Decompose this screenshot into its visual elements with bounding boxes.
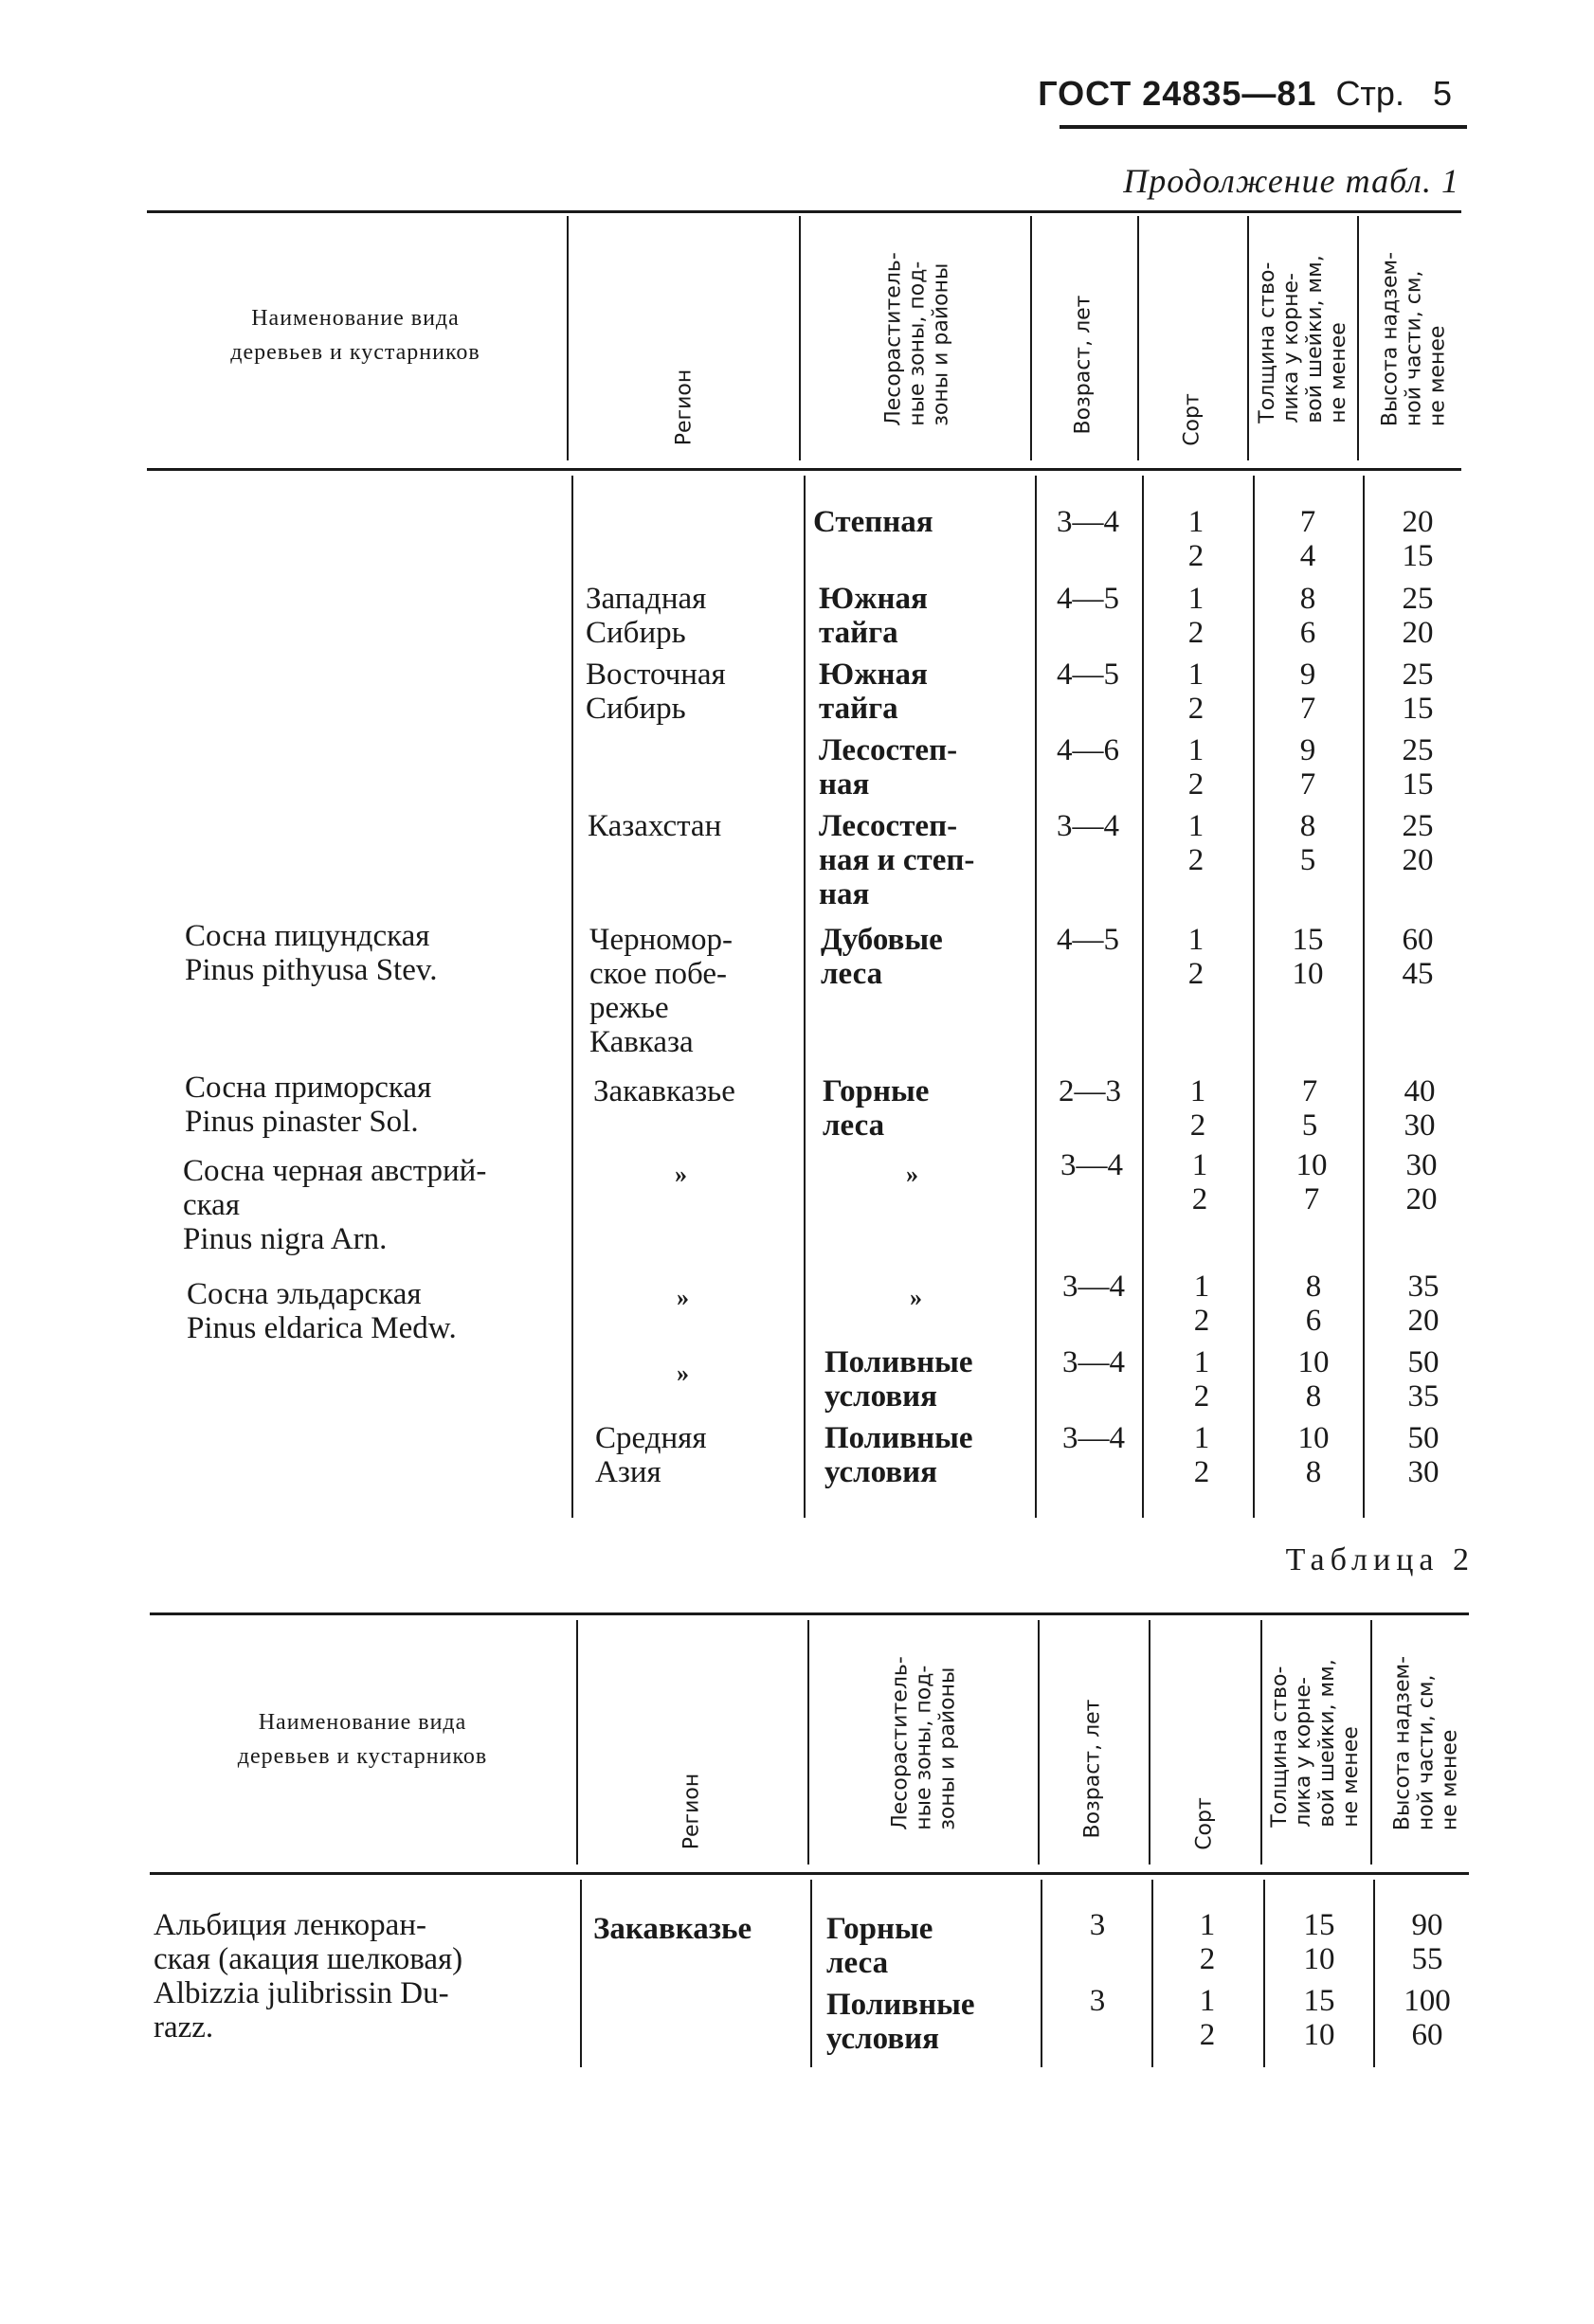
table1-vline-6h [1357,216,1359,460]
table1-vline-3h [1030,216,1032,460]
page-number: 5 [1432,74,1452,113]
ditto-mark: » [906,1161,918,1188]
height-cell: 60 45 [1402,923,1434,991]
height-cell: 25 15 [1402,658,1434,726]
height-cell: 20 15 [1402,505,1434,573]
header-underline [1060,125,1467,129]
thickness-cell: 10 8 [1297,1345,1330,1414]
grade-cell: 1 2 [1187,505,1205,573]
table2-header-rule [150,1872,1469,1875]
zone-cell: Дубовые леса [821,923,943,991]
column-header-age: Возраст, лет [1071,295,1096,435]
ditto-mark: » [677,1360,689,1387]
table2-caption: Таблица 2 [1285,1542,1475,1577]
zone-cell: Горные леса [823,1074,930,1143]
height-cell: 40 30 [1404,1074,1436,1143]
height-cell: 50 35 [1407,1345,1440,1414]
age-cell: 3—4 [1062,1270,1125,1304]
zone-cell: Южная тайга [819,658,928,726]
region-cell: Казахстан [588,809,722,843]
column-header-name: Наименование вида деревьев и кустарников [230,306,480,365]
thickness-cell: 8 6 [1299,582,1316,650]
zone-cell: Степная [813,505,933,539]
grade-cell: 1 2 [1193,1421,1210,1489]
ditto-mark: » [910,1284,922,1311]
region-cell: Средняя Азия [595,1421,707,1489]
age-cell: 4—5 [1057,923,1119,957]
region-cell: Черномор- ское побе- режье Кавказа [589,923,733,1059]
table1-vline-6 [1363,476,1365,1518]
table1-vline-1 [571,476,573,1518]
grade-cell: 1 2 [1193,1270,1210,1338]
table1-top-rule [147,210,1461,213]
zone-cell: Южная тайга [819,582,928,650]
age-cell: 4—5 [1057,582,1119,616]
thickness-cell: 10 7 [1295,1148,1328,1216]
column-header-zones: Лесораститель- ные зоны, под- зоны и районы [881,252,953,426]
region-cell: Закавказье [593,1912,752,1946]
table1-vline-5h [1247,216,1249,460]
table2-vline-1h [576,1620,578,1865]
age-cell: 4—6 [1057,733,1119,767]
table1-vline-1h [567,216,569,460]
grade-cell: 1 2 [1187,658,1205,726]
table2-vline-4 [1151,1880,1153,2067]
page-label: Стр. [1335,74,1404,113]
grade-cell: 1 2 [1187,923,1205,991]
thickness-cell: 9 7 [1299,733,1316,802]
age-cell: 3—4 [1062,1421,1125,1455]
region-cell: Восточная Сибирь [586,658,726,726]
table2-vline-6 [1373,1880,1375,2067]
thickness-cell: 15 10 [1303,1984,1335,2052]
age-cell: 3—4 [1057,809,1119,843]
table2-vline-6h [1370,1620,1372,1865]
page-header [1038,74,1452,114]
table2-vline-5 [1263,1880,1265,2067]
table2-vline-4h [1149,1620,1150,1865]
table2-vline-1 [580,1880,582,2067]
table1-vline-3 [1035,476,1037,1518]
grade-cell: 1 2 [1193,1345,1210,1414]
column-header-name: Наименование вида деревьев и кустарников [237,1710,488,1769]
age-cell: 3—4 [1060,1148,1123,1182]
table2-vline-3h [1038,1620,1040,1865]
table2-vline-5h [1260,1620,1262,1865]
ditto-mark: » [677,1284,689,1311]
column-header-region: Регион [679,1773,704,1850]
grade-cell: 1 2 [1187,733,1205,802]
continuation-label: Продолжение табл. 1 [1123,162,1459,200]
thickness-cell: 15 10 [1303,1908,1335,1976]
grade-cell: 1 2 [1189,1074,1206,1143]
table2-vline-2 [810,1880,812,2067]
column-header-height: Высота надзем- ной части, см, не менее [1390,1655,1462,1831]
age-cell: 3—4 [1062,1345,1125,1379]
zone-cell: Горные леса [826,1912,933,1980]
thickness-cell: 9 7 [1299,658,1316,726]
age-cell: 3—4 [1057,505,1119,539]
table1-vline-2 [804,476,806,1518]
grade-cell: 1 2 [1199,1908,1216,1976]
region-cell: Западная Сибирь [586,582,707,650]
table1-vline-5 [1253,476,1255,1518]
column-header-region: Регион [672,369,697,446]
thickness-cell: 7 5 [1301,1074,1318,1143]
column-header-zones: Лесораститель- ные зоны, под- зоны и районы [888,1656,960,1830]
zone-cell: Поливные условия [824,1421,973,1489]
species-name: Сосна эльдарская Pinus eldarica Medw. [187,1277,457,1345]
zone-cell: Поливные условия [826,1988,975,2056]
table1-vline-4 [1142,476,1144,1518]
grade-cell: 1 2 [1187,809,1205,877]
table2-vline-2h [807,1620,809,1865]
height-cell: 50 30 [1407,1421,1440,1489]
thickness-cell: 8 5 [1299,809,1316,877]
age-cell: 2—3 [1059,1074,1121,1108]
species-name: Сосна приморская Pinus pinaster Sol. [185,1071,432,1139]
column-header-thickness: Толщина ство- лика у корне- вой шейки, мм, не менее [1268,1659,1363,1828]
height-cell: 90 55 [1411,1908,1443,1976]
species-name: Сосна черная австрий- ская Pinus nigra Arn. [183,1154,487,1256]
age-cell: 4—5 [1057,658,1119,692]
age-cell: 3 [1089,1984,1106,2018]
height-cell: 100 60 [1404,1984,1451,2052]
thickness-cell: 15 10 [1292,923,1324,991]
height-cell: 35 20 [1407,1270,1440,1338]
table1-vline-2h [799,216,801,460]
column-header-height: Высота надзем- ной части, см, не менее [1378,251,1450,427]
thickness-cell: 7 4 [1299,505,1316,573]
height-cell: 25 20 [1402,809,1434,877]
column-header-grade: Сорт [1180,393,1205,446]
thickness-cell: 10 8 [1297,1421,1330,1489]
age-cell: 3 [1089,1908,1106,1942]
table2-top-rule [150,1612,1469,1615]
grade-cell: 1 2 [1191,1148,1208,1216]
height-cell: 30 20 [1405,1148,1438,1216]
table1-header-rule [147,468,1461,471]
table1-vline-4h [1137,216,1139,460]
column-header-age: Возраст, лет [1080,1699,1105,1839]
column-header-thickness: Толщина ство- лика у корне- вой шейки, мм, не менее [1256,255,1350,423]
zone-cell: Лесостеп- ная [819,733,958,802]
grade-cell: 1 2 [1187,582,1205,650]
species-name: Сосна пицундская Pinus pithyusa Stev. [185,919,438,987]
height-cell: 25 20 [1402,582,1434,650]
zone-cell: Лесостеп- ная и степ- ная [819,809,975,911]
zone-cell: Поливные условия [824,1345,973,1414]
column-header-grade: Сорт [1192,1797,1217,1850]
table2-vline-3 [1041,1880,1042,2067]
thickness-cell: 8 6 [1305,1270,1322,1338]
standard-number: ГОСТ 24835—81 [1038,74,1317,113]
height-cell: 25 15 [1402,733,1434,802]
species-name: Альбиция ленкоран- ская (акация шелковая) Albizzia julibrissin Du- razz. [154,1908,463,2045]
region-cell: Закавказье [593,1074,735,1108]
ditto-mark: » [675,1161,687,1188]
grade-cell: 1 2 [1199,1984,1216,2052]
